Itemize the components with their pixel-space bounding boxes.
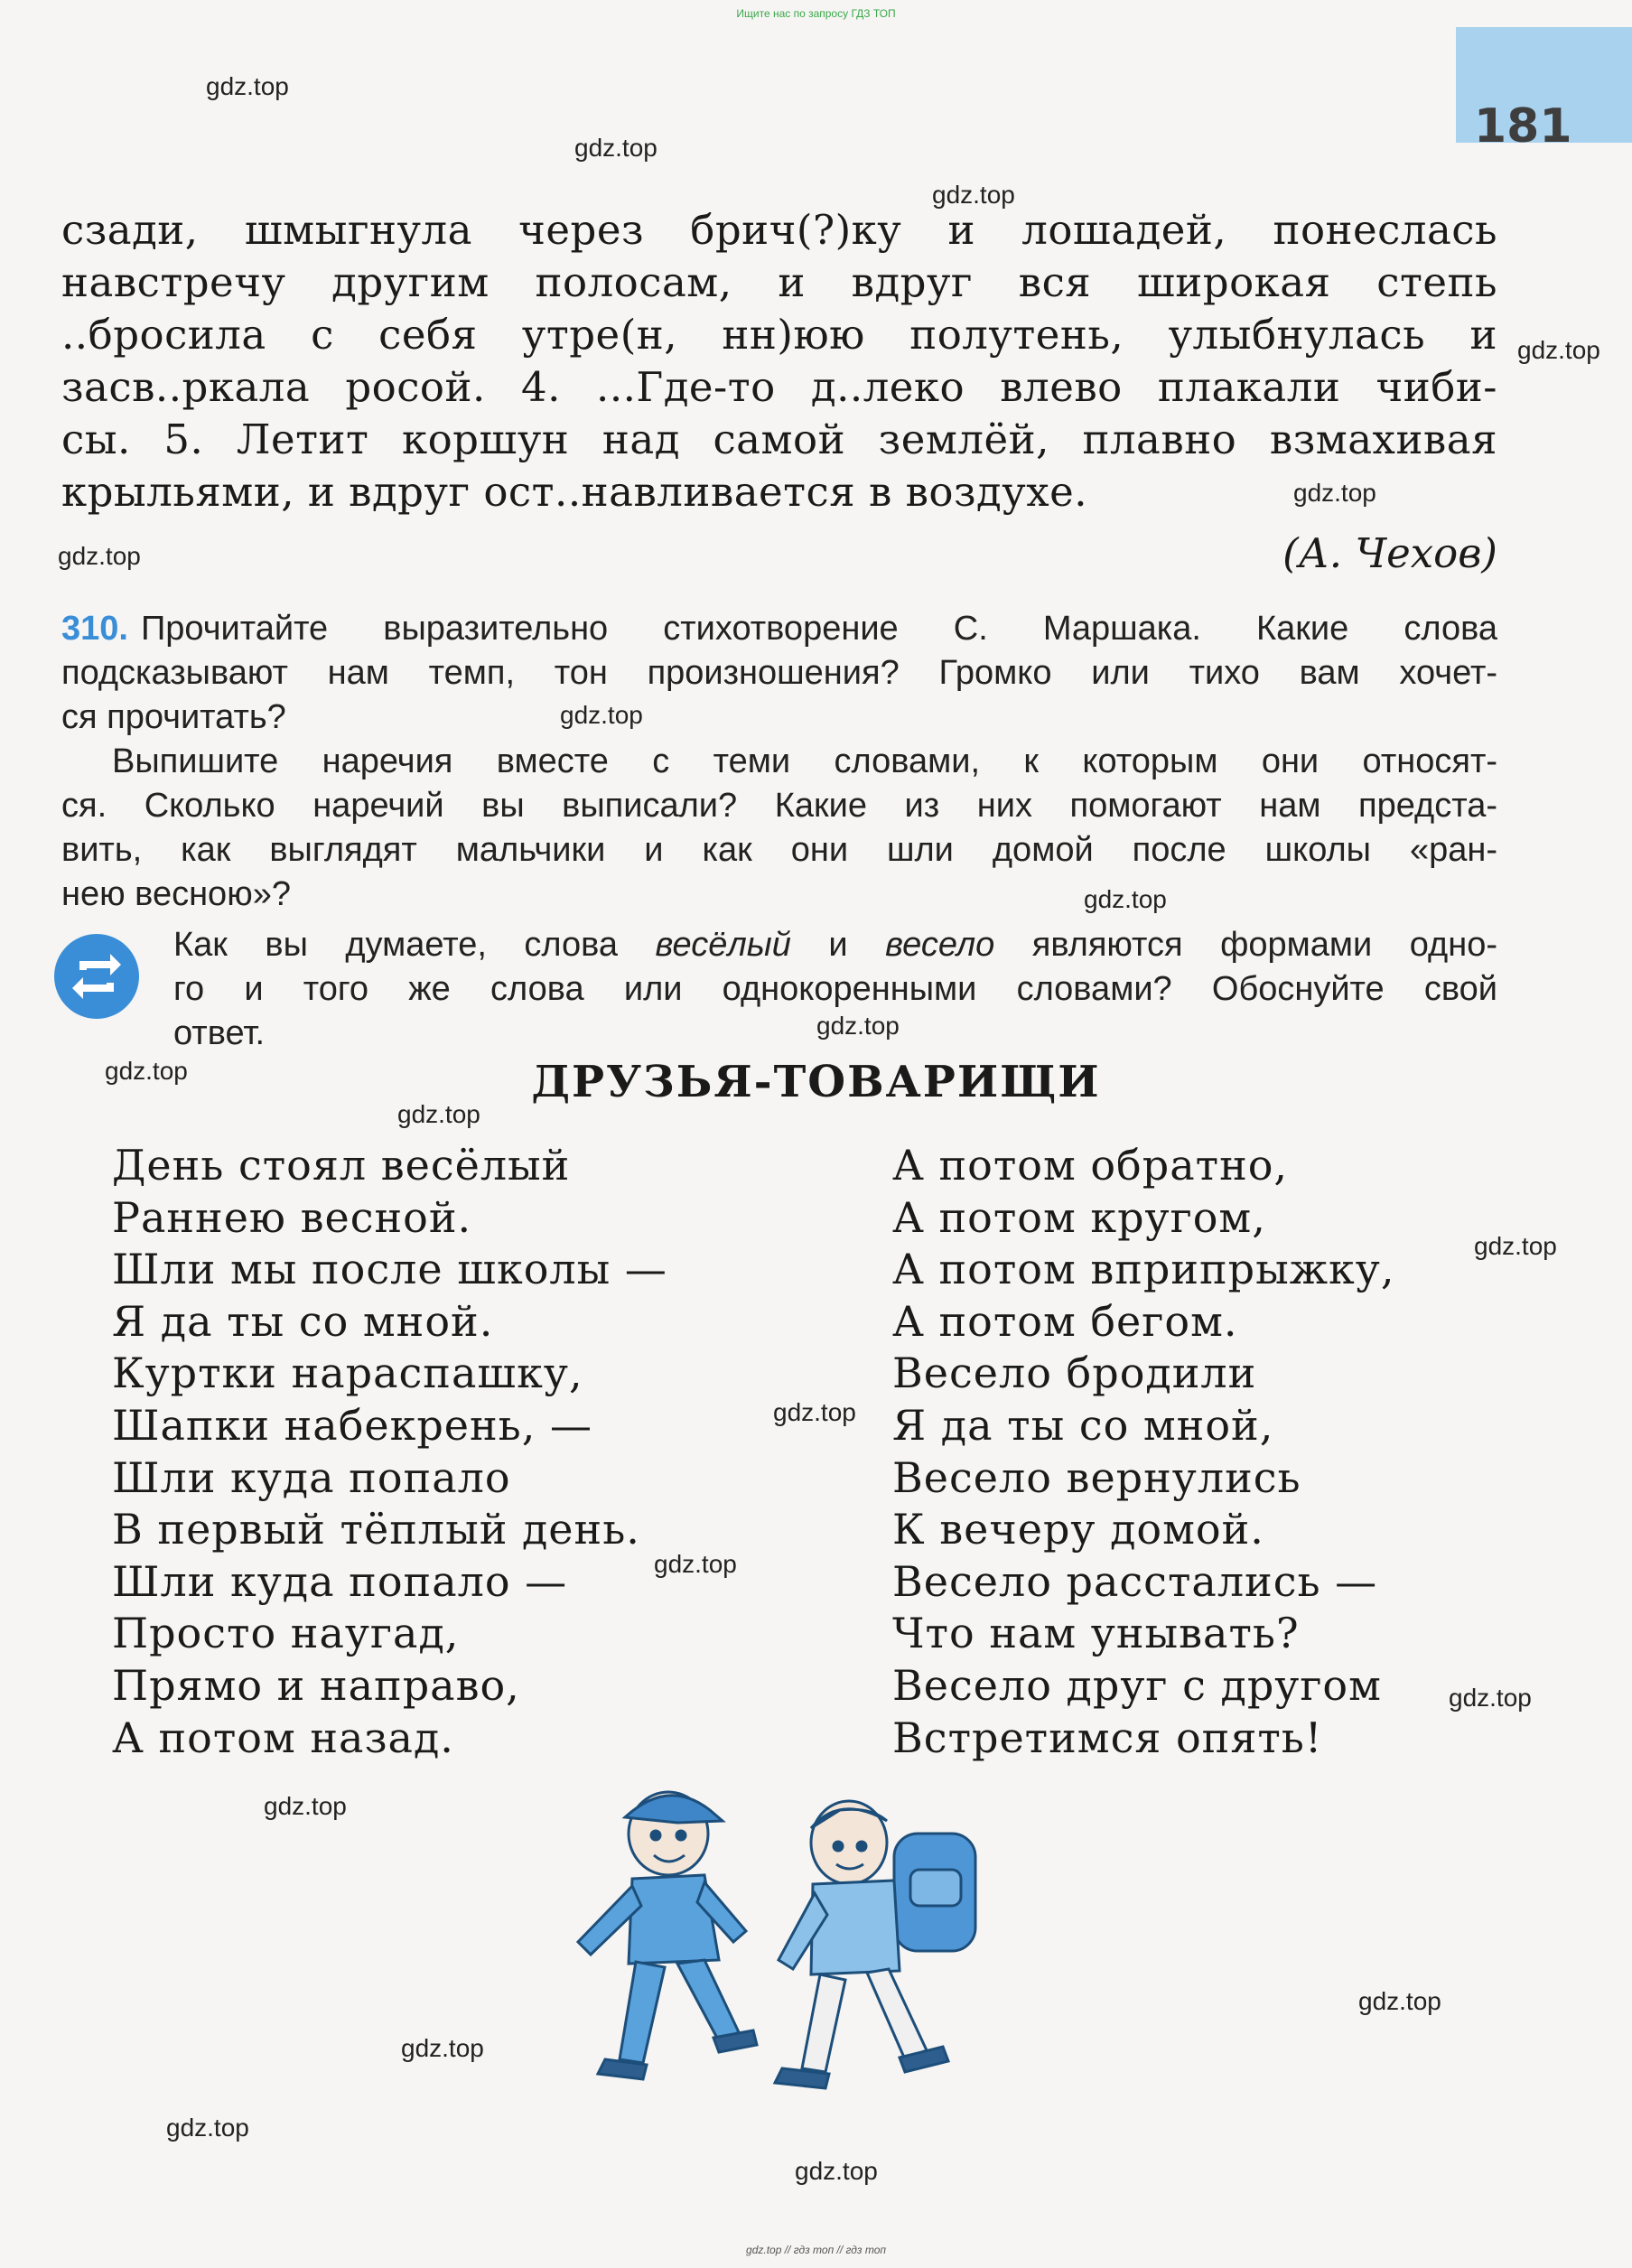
task-310 — [61, 607, 1497, 917]
watermark: gdz.top — [264, 1792, 347, 1820]
question-line: ответ. — [173, 1014, 266, 1052]
poem-line: Я да ты со мной. — [112, 1296, 494, 1346]
page-number: 181 — [1474, 99, 1572, 154]
watermark: gdz.top — [773, 1398, 856, 1426]
text-line: засв..ркала росой. 4. ...Где-то д..леко влево плакали чиби- — [61, 363, 1497, 411]
poem-line: Раннею весной. — [112, 1192, 472, 1242]
poem-line: Что нам унывать? — [892, 1609, 1300, 1658]
poem-line: Просто наугад, — [112, 1609, 460, 1658]
poem-line: Шапки набекрень, — — [112, 1400, 592, 1450]
task-line: вить, как выглядят мальчики и как они шли домой после школы «ран- — [61, 831, 1497, 869]
poem-right-column — [892, 1140, 1395, 1764]
poem-line: А потом назад. — [112, 1713, 454, 1762]
task-number: 310. — [61, 610, 128, 648]
text-line: сы. 5. Летит коршун над самой землёй, плавно взмахивая — [61, 415, 1497, 463]
watermark: gdz.top — [560, 701, 643, 729]
watermark: gdz.top — [166, 2114, 249, 2142]
task-line: подсказывают нам темп, тон произношения? Громко или тихо вам хочет- — [61, 654, 1497, 692]
poem-left-column — [112, 1140, 667, 1764]
poem-line: Весело расстались — — [892, 1556, 1378, 1606]
text-line: крыльями, и вдруг ост..навливается в воздухе. — [61, 468, 1088, 516]
watermark: gdz.top — [397, 1100, 480, 1128]
bottom-banner: gdz.top // гдз топ // гдз топ — [746, 2244, 886, 2256]
poem-line: Шли мы после школы — — [112, 1245, 667, 1294]
author-name: (А. Чехов) — [1282, 529, 1497, 577]
watermark: gdz.top — [105, 1057, 188, 1085]
poem-line: А потом бегом. — [892, 1296, 1238, 1346]
watermark: gdz.top — [1358, 1987, 1441, 2015]
watermark: gdz.top — [1084, 885, 1167, 913]
poem-line: Весело бродили — [892, 1349, 1257, 1398]
top-banner: Ищите нас по запросу ГДЗ ТОП — [736, 7, 896, 20]
word-veselo: весело — [885, 926, 995, 964]
poem-line: А потом обратно, — [892, 1141, 1289, 1190]
boys-illustration — [542, 1770, 1012, 2132]
text-line: навстречу другим полосам, и вдруг вся широкая степь — [61, 258, 1497, 306]
task-line: 310. Прочитайте выразительно стихотворение С. Маршака. Какие слова — [61, 610, 1497, 648]
watermark: gdz.top — [1517, 336, 1600, 364]
watermark: gdz.top — [795, 2157, 878, 2185]
watermark: gdz.top — [932, 181, 1015, 209]
text-line: ..бросила с себя утре(н, нн)юю полутень, улыбнулась и — [61, 311, 1497, 359]
poem-line: День стоял весёлый — [112, 1141, 571, 1190]
boy-with-cap-figure — [578, 1792, 757, 2079]
poem-line: А потом вприпрыжку, — [892, 1245, 1395, 1294]
word-veselyi: весёлый — [655, 926, 791, 964]
poem-line: А потом кругом, — [892, 1192, 1266, 1242]
poem-line: Куртки нараспашку, — [112, 1349, 583, 1398]
poem-line: Шли куда попало — [112, 1452, 511, 1502]
exercise-text — [61, 204, 1497, 518]
poem-line: Прямо и направо, — [112, 1660, 520, 1710]
poem-line: Встретимся опять! — [892, 1713, 1323, 1762]
watermark: gdz.top — [574, 134, 657, 162]
boy-with-backpack-figure — [775, 1801, 975, 2088]
watermark: gdz.top — [1293, 479, 1376, 507]
watermark: gdz.top — [58, 542, 141, 570]
author-attribution — [61, 529, 1497, 577]
watermark: gdz.top — [816, 1012, 900, 1040]
task-line: нею весною»? — [61, 875, 291, 913]
watermark: gdz.top — [1449, 1684, 1532, 1712]
watermark: gdz.top — [654, 1550, 737, 1578]
poem-line: В первый тёплый день. — [112, 1505, 640, 1554]
task-line: ся. Сколько наречий вы выписали? Какие из них помогают нам предста- — [61, 787, 1497, 825]
watermark: gdz.top — [401, 2034, 484, 2062]
discussion-icon — [54, 934, 139, 1019]
question-line: го и того же слова или однокоренными словами? Обоснуйте свой — [173, 970, 1497, 1008]
watermark: gdz.top — [1474, 1232, 1557, 1260]
watermark: gdz.top — [206, 72, 289, 100]
poem-line: Весело друг с другом — [892, 1660, 1382, 1710]
poem-line: Весело вернулись — [892, 1452, 1301, 1502]
poem-line: Я да ты со мной, — [892, 1400, 1274, 1450]
task-line: ся прочитать? — [61, 698, 286, 736]
text-line: сзади, шмыгнула через брич(?)ку и лошадей, понеслась — [61, 206, 1497, 254]
poem-line: К вечеру домой. — [892, 1505, 1264, 1554]
poem-line: Шли куда попало — — [112, 1556, 568, 1606]
question-line: Как вы думаете, слова весёлый и весело являются формами одно- — [173, 926, 1497, 964]
poem-title: ДРУЗЬЯ-ТОВАРИЩИ — [531, 1057, 1101, 1107]
task-line: Выпишите наречия вместе с теми словами, к которым они относят- — [112, 742, 1497, 780]
